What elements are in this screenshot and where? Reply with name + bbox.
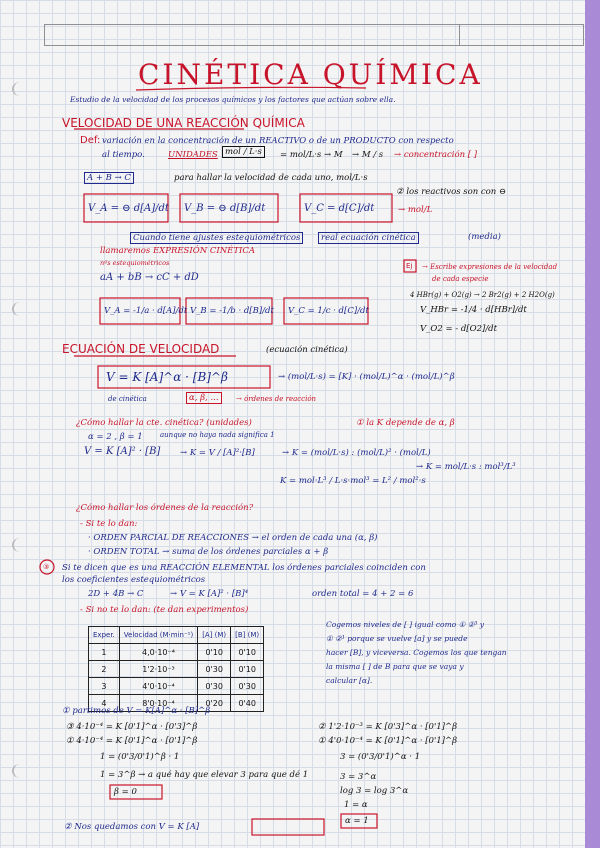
table-cell: 2	[89, 661, 120, 678]
calc-5: 1 = 3^β → a qué hay que elevar 3 para que dé 1	[100, 770, 309, 780]
velocity-equation: V = K [A]^α · [B]^β	[106, 370, 228, 384]
table-cell: 8'0·10⁻⁴	[119, 695, 197, 712]
calc-d2: ① 4'0·10⁻⁴ = K [0'1]^α · [0'1]^β	[318, 736, 458, 746]
intro-text: Estudio de la velocidad de los procesos químicos y los factores que actúan sobre ella.	[70, 95, 396, 104]
k-substitute: → K = (mol/L·s) : (mol/L)² · (mol/L)	[282, 448, 431, 458]
def-label: Def:	[80, 135, 101, 146]
elemental-text-2: los coeficientes estequiométricos	[62, 575, 206, 585]
q1-note: ① la K depende de α, β	[356, 418, 455, 428]
calc-4: 1 = (0'3/0'1)^β · 1	[100, 752, 180, 762]
right-note-5: calcular [α].	[326, 676, 373, 685]
general-reaction: aA + bB → cC + dD	[100, 272, 199, 283]
units-label: UNIDADES	[168, 150, 218, 160]
reaction: A + B → C	[84, 172, 134, 184]
units-2: = mol/L·s → M	[280, 150, 343, 160]
si-dan: - Si te lo dan:	[80, 519, 138, 529]
calc-d3: 3 = (0'3/0'1)^α · 1	[340, 752, 421, 762]
ej-v1: V_HBr = -1/4 · d[HBr]/dt	[420, 305, 527, 315]
ej-reaction: 4 HBr(g) + O2(g) → 2 Br2(g) + 2 H2O(g)	[410, 291, 555, 299]
table-cell: 0'30	[198, 678, 231, 695]
table-cell: 0'30	[231, 678, 264, 695]
table-cell: 4,0·10⁻⁴	[119, 644, 197, 661]
hallar-text: para hallar la velocidad de cada uno, mol/L·s	[174, 173, 368, 183]
table-cell: 1'2·10⁻³	[119, 661, 197, 678]
calc-d6: 1 = α	[344, 800, 368, 810]
no-dan: - Si no te lo dan: (te dan experimentos)	[80, 605, 249, 615]
question-2: ¿Cómo hallar los órdenes de la reacción?	[76, 503, 254, 513]
elemental-reaction: 2D + 4B → C	[88, 589, 144, 599]
table-header: [A] (M)	[198, 627, 231, 644]
table-cell: 0'10	[231, 661, 264, 678]
media-text: (media)	[468, 232, 501, 242]
right-note-4: la misma [ ] de B para que se vaya y	[326, 662, 464, 671]
section-heading-2: ECUACIÓN DE VELOCIDAD	[62, 342, 220, 356]
elemental-equation: → V = K [A]² · [B]⁴	[170, 589, 249, 599]
calc-d5: log 3 = log 3^α	[340, 786, 409, 796]
orders: α, β, ...	[186, 392, 222, 404]
notebook-edge	[585, 0, 600, 848]
velocity-C: V_C = d[C]/dt	[304, 203, 375, 214]
ej-text-2: de cada especie	[432, 275, 489, 283]
def-text-2: al tiempo.	[102, 150, 145, 160]
ajustes-text: Cuando tiene ajustes estequiométricos	[130, 232, 303, 244]
ej-v2: V_O2 = - d[O2]/dt	[420, 324, 498, 334]
table-header: Exper.	[89, 627, 120, 644]
question-1: ¿Cómo hallar la cte. cinética? (unidades)	[76, 418, 252, 428]
table-header-row	[89, 627, 264, 644]
right-note-3: hacer [B], y viceversa. Cogemos los que tengan	[326, 648, 507, 657]
elemental-total: orden total = 4 + 2 = 6	[312, 589, 414, 599]
table-header: Velocidad (M·min⁻¹)	[119, 627, 197, 644]
right-note-2: ① ②¹ porque se vuelve [a] y se puede	[326, 634, 468, 643]
def-text: variación en la concentración de un REACTIVO o de un PRODUCTO con respecto	[102, 136, 454, 146]
units-1: mol / L·s	[222, 146, 265, 158]
general-vA: V_A = -1/a · d[A]/dt	[104, 306, 188, 316]
table-cell: 3	[89, 678, 120, 695]
mol-L: → mol/L	[398, 205, 433, 215]
elemental-text: Si te dicen que es una REACCIÓN ELEMENTAL los órdenes parciales coinciden con	[62, 563, 426, 573]
table-cell: 1	[89, 644, 120, 661]
calc-1: ① partimos de V = K[A]^α · [B]^β	[62, 706, 211, 716]
calc-d7: α = 1	[345, 816, 369, 826]
nos-text: nºs estequiométricos	[100, 259, 170, 267]
orden-parcial: · ORDEN PARCIAL DE REACCIONES → el orden de cada una (α, β)	[88, 533, 378, 543]
general-vB: V_B = -1/b · d[B]/dt	[190, 306, 274, 316]
k-equation: V = K [A]² · [B]	[84, 446, 161, 457]
circle-3-label: ③	[43, 563, 50, 571]
experiments-table	[88, 626, 264, 712]
table-cell: 0'30	[198, 661, 231, 678]
table-cell: 0'20	[198, 695, 231, 712]
velocity-units: → (mol/L·s) = [K] · (mol/L)^α · (mol/L)^β	[278, 372, 455, 382]
last-box	[252, 819, 324, 835]
right-note-1: Cogemos niveles de [ ] igual como ① ②³ y	[326, 620, 485, 629]
last-line: ② Nos quedamos con V = K [A]	[64, 822, 200, 832]
velocity-A: V_A = ⊖ d[A]/dt	[88, 203, 169, 214]
llaman-text: llamaremos EXPRESIÓN CINÉTICA	[100, 246, 256, 256]
table-cell: 0'10	[198, 644, 231, 661]
calc-3: ① 4·10⁻⁴ = K [0'1]^α · [0'1]^β	[66, 736, 198, 746]
general-vC: V_C = 1/c · d[C]/dt	[288, 306, 369, 316]
k-result: → K = mol/L·s : mol³/L³	[416, 462, 516, 472]
k-final: K = mol·L³ / L·s·mol³ = L² / mol²·s	[280, 476, 426, 486]
k-solve: → K = V / [A]²·[B]	[180, 448, 255, 458]
table-row	[89, 644, 264, 661]
sec2-sub: (ecuación cinética)	[266, 345, 348, 355]
calc-d4: 3 = 3^α	[340, 772, 377, 782]
units-4: → concentración [ ]	[394, 150, 478, 160]
orden-total: · ORDEN TOTAL → suma de los órdenes parciales α + β	[88, 547, 329, 557]
table-cell: 0'40	[231, 695, 264, 712]
table-header: [B] (M)	[231, 627, 264, 644]
q1-example-note: aunque no haya nada significa 1	[160, 431, 275, 439]
table-cell: 4'0·10⁻⁴	[119, 678, 197, 695]
q1-example: α = 2 , β = 1	[88, 432, 143, 442]
calc-2: ③ 4·10⁻⁴ = K [0'1]^α · [0'3]^β	[66, 722, 198, 732]
ej-text: → Escribe expresiones de la velocidad	[422, 263, 558, 271]
section-heading: VELOCIDAD DE UNA REACCIÓN QUÍMICA	[62, 116, 305, 130]
table-row	[89, 661, 264, 678]
units-3: → M / s	[352, 150, 384, 160]
velocity-B: V_B = ⊖ d[B]/dt	[184, 203, 266, 214]
table-row	[89, 678, 264, 695]
calc-6: β = 0	[114, 787, 137, 797]
calc-d1: ② 1'2·10⁻³ = K [0'3]^α · [0'1]^β	[318, 722, 458, 732]
note-reactivos: ② los reactivos son con ⊖	[396, 187, 507, 197]
real-text: real ecuación cinética	[318, 232, 419, 244]
de-cinetica: de cinética	[108, 395, 147, 403]
ej-label: Ej	[406, 262, 413, 270]
page-title: CINÉTICA QUÍMICA	[138, 58, 483, 91]
table-cell: 0'10	[231, 644, 264, 661]
orders-text: → órdenes de reacción	[236, 395, 317, 403]
table-cell: 4	[89, 695, 120, 712]
